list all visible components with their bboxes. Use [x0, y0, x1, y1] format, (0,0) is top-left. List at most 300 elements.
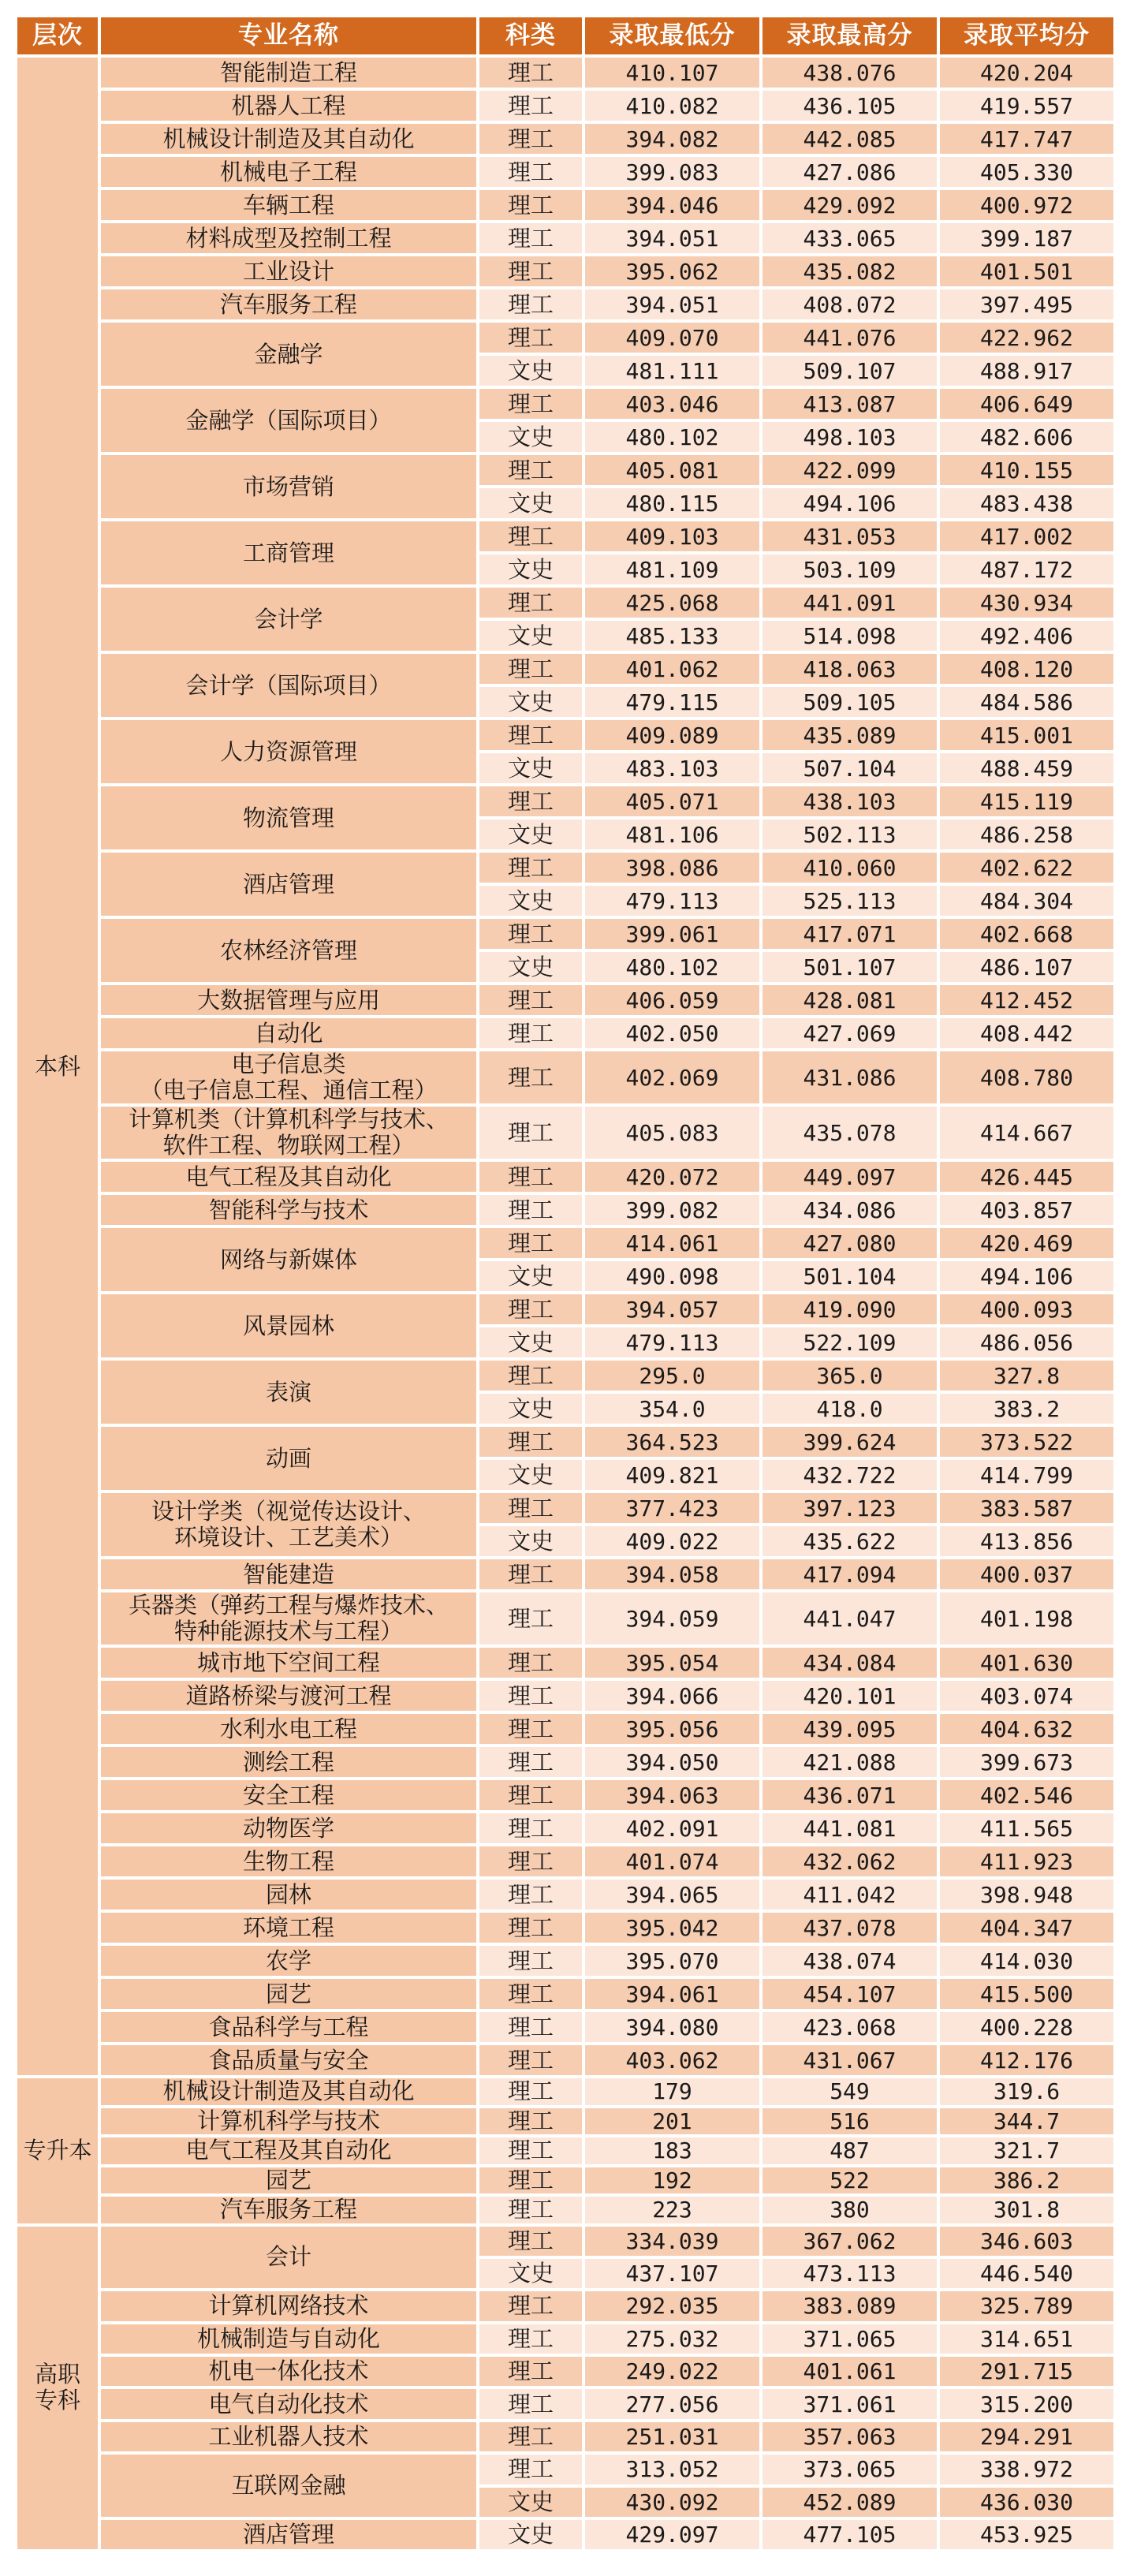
- min-score-cell: 402.091: [584, 1812, 761, 1845]
- avg-score-cell: 397.495: [938, 288, 1115, 321]
- min-score-cell: 192: [584, 2166, 761, 2196]
- table-row: [16, 1226, 1115, 1260]
- min-score-cell: 249.022: [584, 2355, 761, 2387]
- subject-type-cell: 理工: [478, 984, 584, 1017]
- avg-score-cell: 426.445: [938, 1160, 1115, 1193]
- subject-type-cell: 理工: [478, 2421, 584, 2453]
- max-score-cell: 438.103: [761, 785, 938, 818]
- table-row: [16, 321, 1115, 354]
- table-row: [16, 2010, 1115, 2044]
- admission-score-table: [14, 14, 1117, 2552]
- subject-type-cell: 理工: [478, 288, 584, 321]
- min-score-cell: 403.062: [584, 2044, 761, 2077]
- subject-type-cell: 理工: [478, 2077, 584, 2107]
- min-score-cell: 398.086: [584, 851, 761, 884]
- min-score-cell: 183: [584, 2136, 761, 2166]
- major-name-cell: 生物工程: [99, 1845, 478, 1878]
- avg-score-cell: 402.546: [938, 1779, 1115, 1812]
- subject-type-cell: 理工: [478, 1591, 584, 1646]
- min-score-cell: 394.082: [584, 122, 761, 155]
- subject-type-cell: 文史: [478, 619, 584, 652]
- min-score-cell: 405.081: [584, 454, 761, 487]
- avg-score-cell: 294.291: [938, 2421, 1115, 2453]
- max-score-cell: 454.107: [761, 1977, 938, 2010]
- min-score-cell: 409.022: [584, 1525, 761, 1558]
- max-score-cell: 436.071: [761, 1779, 938, 1812]
- min-score-cell: 295.0: [584, 1359, 761, 1392]
- max-score-cell: 494.106: [761, 487, 938, 520]
- subject-type-cell: 理工: [478, 1050, 584, 1105]
- avg-score-cell: 408.780: [938, 1050, 1115, 1105]
- max-score-cell: 441.081: [761, 1812, 938, 1845]
- max-score-cell: 421.088: [761, 1745, 938, 1779]
- table-row: [16, 1944, 1115, 1977]
- max-score-cell: 436.105: [761, 89, 938, 122]
- major-name-cell: 计算机网络技术: [99, 2290, 478, 2322]
- max-score-cell: 419.090: [761, 1293, 938, 1326]
- avg-score-cell: 403.074: [938, 1679, 1115, 1712]
- subject-type-cell: 理工: [478, 1878, 584, 1911]
- min-score-cell: 395.042: [584, 1911, 761, 1944]
- subject-type-cell: 理工: [478, 785, 584, 818]
- avg-score-cell: 422.962: [938, 321, 1115, 354]
- avg-score-cell: 404.347: [938, 1911, 1115, 1944]
- avg-score-cell: 383.587: [938, 1491, 1115, 1525]
- min-score-cell: 394.065: [584, 1878, 761, 1911]
- min-score-cell: 313.052: [584, 2453, 761, 2485]
- max-score-cell: 509.105: [761, 685, 938, 719]
- table-row: [16, 2518, 1115, 2551]
- subject-type-cell: 理工: [478, 89, 584, 122]
- subject-type-cell: 理工: [478, 2453, 584, 2485]
- subject-type-cell: 理工: [478, 2323, 584, 2355]
- min-score-cell: 429.097: [584, 2518, 761, 2551]
- header-level: 层次: [16, 16, 99, 56]
- min-score-cell: 394.046: [584, 189, 761, 222]
- min-score-cell: 399.083: [584, 155, 761, 189]
- max-score-cell: 429.092: [761, 189, 938, 222]
- table-row: [16, 2044, 1115, 2077]
- subject-type-cell: 文史: [478, 685, 584, 719]
- level-cell: 专升本: [16, 2077, 99, 2225]
- avg-score-cell: 486.056: [938, 1326, 1115, 1359]
- min-score-cell: 485.133: [584, 619, 761, 652]
- major-name-cell: 金融学: [99, 321, 478, 387]
- table-row: [16, 454, 1115, 487]
- subject-type-cell: 文史: [478, 1525, 584, 1558]
- table-row: [16, 2323, 1115, 2355]
- table-row: [16, 2387, 1115, 2420]
- avg-score-cell: 486.107: [938, 950, 1115, 984]
- min-score-cell: 399.082: [584, 1193, 761, 1226]
- max-score-cell: 371.061: [761, 2387, 938, 2420]
- max-score-cell: 417.071: [761, 917, 938, 950]
- table-row: [16, 1359, 1115, 1392]
- table-row: [16, 1160, 1115, 1193]
- avg-score-cell: 408.120: [938, 652, 1115, 685]
- table-row: [16, 2107, 1115, 2137]
- table-row: [16, 1712, 1115, 1745]
- major-name-cell: 机械设计制造及其自动化: [99, 122, 478, 155]
- table-row: [16, 1878, 1115, 1911]
- avg-score-cell: 383.2: [938, 1392, 1115, 1425]
- major-name-cell: 大数据管理与应用: [99, 984, 478, 1017]
- max-score-cell: 507.104: [761, 752, 938, 785]
- max-score-cell: 367.062: [761, 2225, 938, 2257]
- table-row: [16, 1293, 1115, 1326]
- table-row: [16, 1977, 1115, 2010]
- min-score-cell: 394.066: [584, 1679, 761, 1712]
- subject-type-cell: 理工: [478, 189, 584, 222]
- avg-score-cell: 412.176: [938, 2044, 1115, 2077]
- subject-type-cell: 理工: [478, 1812, 584, 1845]
- major-name-cell: 汽车服务工程: [99, 2195, 478, 2225]
- max-score-cell: 420.101: [761, 1679, 938, 1712]
- subject-type-cell: 理工: [478, 2044, 584, 2077]
- avg-score-cell: 483.438: [938, 487, 1115, 520]
- table-row: [16, 189, 1115, 222]
- subject-type-cell: 文史: [478, 2257, 584, 2290]
- major-name-cell: 园艺: [99, 1977, 478, 2010]
- major-name-cell: 机械设计制造及其自动化: [99, 2077, 478, 2107]
- avg-score-cell: 400.093: [938, 1293, 1115, 1326]
- subject-type-cell: 理工: [478, 586, 584, 619]
- subject-type-cell: 理工: [478, 2195, 584, 2225]
- min-score-cell: 277.056: [584, 2387, 761, 2420]
- table-row: [16, 1745, 1115, 1779]
- avg-score-cell: 403.857: [938, 1193, 1115, 1226]
- subject-type-cell: 理工: [478, 387, 584, 420]
- avg-score-cell: 436.030: [938, 2486, 1115, 2518]
- subject-type-cell: 理工: [478, 1845, 584, 1878]
- max-score-cell: 501.104: [761, 1260, 938, 1293]
- min-score-cell: 409.070: [584, 321, 761, 354]
- major-name-cell: 汽车服务工程: [99, 288, 478, 321]
- table-row: [16, 785, 1115, 818]
- subject-type-cell: 理工: [478, 1160, 584, 1193]
- subject-type-cell: 理工: [478, 1193, 584, 1226]
- min-score-cell: 223: [584, 2195, 761, 2225]
- major-name-cell: 酒店管理: [99, 2518, 478, 2551]
- major-name-cell: 道路桥梁与渡河工程: [99, 1679, 478, 1712]
- max-score-cell: 514.098: [761, 619, 938, 652]
- avg-score-cell: 346.603: [938, 2225, 1115, 2257]
- subject-type-cell: 文史: [478, 884, 584, 917]
- min-score-cell: 420.072: [584, 1160, 761, 1193]
- major-name-cell: 电气工程及其自动化: [99, 2136, 478, 2166]
- min-score-cell: 394.050: [584, 1745, 761, 1779]
- subject-type-cell: 理工: [478, 2225, 584, 2257]
- major-name-cell: 城市地下空间工程: [99, 1646, 478, 1679]
- subject-type-cell: 理工: [478, 1779, 584, 1812]
- max-score-cell: 365.0: [761, 1359, 938, 1392]
- avg-score-cell: 484.304: [938, 884, 1115, 917]
- min-score-cell: 394.063: [584, 1779, 761, 1812]
- max-score-cell: 357.063: [761, 2421, 938, 2453]
- max-score-cell: 452.089: [761, 2486, 938, 2518]
- min-score-cell: 490.098: [584, 1260, 761, 1293]
- avg-score-cell: 494.106: [938, 1260, 1115, 1293]
- min-score-cell: 401.062: [584, 652, 761, 685]
- major-name-cell: 农林经济管理: [99, 917, 478, 984]
- avg-score-cell: 399.187: [938, 222, 1115, 255]
- avg-score-cell: 325.789: [938, 2290, 1115, 2322]
- avg-score-cell: 487.172: [938, 553, 1115, 586]
- max-score-cell: 418.0: [761, 1392, 938, 1425]
- min-score-cell: 410.107: [584, 56, 761, 89]
- major-name-cell: 自动化: [99, 1017, 478, 1050]
- subject-type-cell: 理工: [478, 1679, 584, 1712]
- min-score-cell: 430.092: [584, 2486, 761, 2518]
- max-score-cell: 434.086: [761, 1193, 938, 1226]
- major-name-cell: 材料成型及控制工程: [99, 222, 478, 255]
- max-score-cell: 439.095: [761, 1712, 938, 1745]
- subject-type-cell: 文史: [478, 2518, 584, 2551]
- avg-score-cell: 417.747: [938, 122, 1115, 155]
- min-score-cell: 292.035: [584, 2290, 761, 2322]
- subject-type-cell: 文史: [478, 1458, 584, 1491]
- header-row: [16, 16, 1115, 56]
- major-name-cell: 计算机类（计算机科学与技术、 软件工程、物联网工程）: [99, 1105, 478, 1160]
- avg-score-cell: 492.406: [938, 619, 1115, 652]
- avg-score-cell: 402.668: [938, 917, 1115, 950]
- min-score-cell: 179: [584, 2077, 761, 2107]
- subject-type-cell: 理工: [478, 652, 584, 685]
- subject-type-cell: 理工: [478, 2387, 584, 2420]
- table-row: [16, 1050, 1115, 1105]
- major-name-cell: 智能建造: [99, 1558, 478, 1591]
- min-score-cell: 405.071: [584, 785, 761, 818]
- subject-type-cell: 文史: [478, 1392, 584, 1425]
- table-row: [16, 1017, 1115, 1050]
- subject-type-cell: 文史: [478, 553, 584, 586]
- min-score-cell: 479.113: [584, 1326, 761, 1359]
- min-score-cell: 394.057: [584, 1293, 761, 1326]
- major-name-cell: 酒店管理: [99, 851, 478, 917]
- avg-score-cell: 398.948: [938, 1878, 1115, 1911]
- subject-type-cell: 理工: [478, 1712, 584, 1745]
- major-name-cell: 安全工程: [99, 1779, 478, 1812]
- max-score-cell: 435.089: [761, 719, 938, 752]
- avg-score-cell: 401.630: [938, 1646, 1115, 1679]
- major-name-cell: 机械制造与自动化: [99, 2323, 478, 2355]
- avg-score-cell: 453.925: [938, 2518, 1115, 2551]
- table-row: [16, 2290, 1115, 2322]
- min-score-cell: 377.423: [584, 1491, 761, 1525]
- subject-type-cell: 理工: [478, 2136, 584, 2166]
- major-name-cell: 互联网金融: [99, 2453, 478, 2518]
- max-score-cell: 411.042: [761, 1878, 938, 1911]
- table-row: [16, 719, 1115, 752]
- avg-score-cell: 484.586: [938, 685, 1115, 719]
- min-score-cell: 401.074: [584, 1845, 761, 1878]
- major-name-cell: 智能科学与技术: [99, 1193, 478, 1226]
- avg-score-cell: 482.606: [938, 420, 1115, 454]
- max-score-cell: 435.078: [761, 1105, 938, 1160]
- level-cell: 本科: [16, 56, 99, 2077]
- major-name-cell: 机械电子工程: [99, 155, 478, 189]
- subject-type-cell: 理工: [478, 1491, 584, 1525]
- major-name-cell: 车辆工程: [99, 189, 478, 222]
- header-max-score: 录取最高分: [761, 16, 938, 56]
- avg-score-cell: 414.667: [938, 1105, 1115, 1160]
- max-score-cell: 522.109: [761, 1326, 938, 1359]
- max-score-cell: 433.065: [761, 222, 938, 255]
- min-score-cell: 406.059: [584, 984, 761, 1017]
- max-score-cell: 432.062: [761, 1845, 938, 1878]
- avg-score-cell: 413.856: [938, 1525, 1115, 1558]
- subject-type-cell: 理工: [478, 2107, 584, 2137]
- min-score-cell: 399.061: [584, 917, 761, 950]
- avg-score-cell: 401.198: [938, 1591, 1115, 1646]
- max-score-cell: 509.107: [761, 354, 938, 387]
- major-name-cell: 动画: [99, 1425, 478, 1491]
- min-score-cell: 410.082: [584, 89, 761, 122]
- subject-type-cell: 理工: [478, 1359, 584, 1392]
- avg-score-cell: 327.8: [938, 1359, 1115, 1392]
- avg-score-cell: 405.330: [938, 155, 1115, 189]
- level-cell: 高职 专科: [16, 2225, 99, 2552]
- min-score-cell: 394.061: [584, 1977, 761, 2010]
- max-score-cell: 431.053: [761, 520, 938, 553]
- subject-type-cell: 理工: [478, 1558, 584, 1591]
- subject-type-cell: 理工: [478, 2166, 584, 2196]
- min-score-cell: 437.107: [584, 2257, 761, 2290]
- major-name-cell: 电气工程及其自动化: [99, 1160, 478, 1193]
- max-score-cell: 442.085: [761, 122, 938, 155]
- table-row: [16, 1105, 1115, 1160]
- avg-score-cell: 415.119: [938, 785, 1115, 818]
- header-avg-score: 录取平均分: [938, 16, 1115, 56]
- subject-type-cell: 理工: [478, 56, 584, 89]
- header-subject-type: 科类: [478, 16, 584, 56]
- subject-type-cell: 理工: [478, 2290, 584, 2322]
- avg-score-cell: 301.8: [938, 2195, 1115, 2225]
- min-score-cell: 394.051: [584, 222, 761, 255]
- max-score-cell: 441.076: [761, 321, 938, 354]
- max-score-cell: 503.109: [761, 553, 938, 586]
- major-name-cell: 工商管理: [99, 520, 478, 586]
- avg-score-cell: 488.917: [938, 354, 1115, 387]
- table-row: [16, 520, 1115, 553]
- major-name-cell: 会计学（国际项目）: [99, 652, 478, 719]
- major-name-cell: 智能制造工程: [99, 56, 478, 89]
- avg-score-cell: 400.972: [938, 189, 1115, 222]
- max-score-cell: 373.065: [761, 2453, 938, 2485]
- major-name-cell: 电子信息类 （电子信息工程、通信工程）: [99, 1050, 478, 1105]
- min-score-cell: 251.031: [584, 2421, 761, 2453]
- min-score-cell: 394.051: [584, 288, 761, 321]
- subject-type-cell: 理工: [478, 1105, 584, 1160]
- subject-type-cell: 理工: [478, 1646, 584, 1679]
- avg-score-cell: 488.459: [938, 752, 1115, 785]
- min-score-cell: 479.113: [584, 884, 761, 917]
- avg-score-cell: 404.632: [938, 1712, 1115, 1745]
- avg-score-cell: 414.030: [938, 1944, 1115, 1977]
- table-row: [16, 2077, 1115, 2107]
- table-row: [16, 387, 1115, 420]
- table-row: [16, 851, 1115, 884]
- table-body: [16, 56, 1115, 2551]
- max-score-cell: 427.086: [761, 155, 938, 189]
- subject-type-cell: 理工: [478, 917, 584, 950]
- table-row: [16, 288, 1115, 321]
- major-name-cell: 表演: [99, 1359, 478, 1425]
- min-score-cell: 275.032: [584, 2323, 761, 2355]
- max-score-cell: 441.047: [761, 1591, 938, 1646]
- major-name-cell: 工业设计: [99, 255, 478, 288]
- subject-type-cell: 理工: [478, 222, 584, 255]
- table-row: [16, 652, 1115, 685]
- min-score-cell: 483.103: [584, 752, 761, 785]
- table-row: [16, 155, 1115, 189]
- max-score-cell: 427.069: [761, 1017, 938, 1050]
- major-name-cell: 机器人工程: [99, 89, 478, 122]
- max-score-cell: 502.113: [761, 818, 938, 851]
- subject-type-cell: 理工: [478, 1017, 584, 1050]
- avg-score-cell: 402.622: [938, 851, 1115, 884]
- avg-score-cell: 415.001: [938, 719, 1115, 752]
- header-major-name: 专业名称: [99, 16, 478, 56]
- min-score-cell: 480.102: [584, 950, 761, 984]
- major-name-cell: 测绘工程: [99, 1745, 478, 1779]
- min-score-cell: 481.111: [584, 354, 761, 387]
- subject-type-cell: 理工: [478, 719, 584, 752]
- subject-type-cell: 理工: [478, 1425, 584, 1458]
- min-score-cell: 402.069: [584, 1050, 761, 1105]
- avg-score-cell: 410.155: [938, 454, 1115, 487]
- avg-score-cell: 291.715: [938, 2355, 1115, 2387]
- header-min-score: 录取最低分: [584, 16, 761, 56]
- avg-score-cell: 344.7: [938, 2107, 1115, 2137]
- major-name-cell: 食品科学与工程: [99, 2010, 478, 2044]
- max-score-cell: 501.107: [761, 950, 938, 984]
- table-row: [16, 1425, 1115, 1458]
- table-row: [16, 1911, 1115, 1944]
- max-score-cell: 431.086: [761, 1050, 938, 1105]
- major-name-cell: 园林: [99, 1878, 478, 1911]
- min-score-cell: 480.115: [584, 487, 761, 520]
- avg-score-cell: 411.565: [938, 1812, 1115, 1845]
- table-row: [16, 2421, 1115, 2453]
- avg-score-cell: 414.799: [938, 1458, 1115, 1491]
- avg-score-cell: 420.469: [938, 1226, 1115, 1260]
- max-score-cell: 487: [761, 2136, 938, 2166]
- major-name-cell: 兵器类（弹药工程与爆炸技术、 特种能源技术与工程）: [99, 1591, 478, 1646]
- max-score-cell: 435.082: [761, 255, 938, 288]
- avg-score-cell: 430.934: [938, 586, 1115, 619]
- subject-type-cell: 理工: [478, 2010, 584, 2044]
- max-score-cell: 423.068: [761, 2010, 938, 2044]
- max-score-cell: 380: [761, 2195, 938, 2225]
- max-score-cell: 417.094: [761, 1558, 938, 1591]
- table-row: [16, 89, 1115, 122]
- min-score-cell: 394.059: [584, 1591, 761, 1646]
- min-score-cell: 364.523: [584, 1425, 761, 1458]
- avg-score-cell: 373.522: [938, 1425, 1115, 1458]
- major-name-cell: 电气自动化技术: [99, 2387, 478, 2420]
- min-score-cell: 334.039: [584, 2225, 761, 2257]
- min-score-cell: 481.106: [584, 818, 761, 851]
- avg-score-cell: 415.500: [938, 1977, 1115, 2010]
- max-score-cell: 525.113: [761, 884, 938, 917]
- major-name-cell: 设计学类（视觉传达设计、 环境设计、工艺美术）: [99, 1491, 478, 1558]
- table-row: [16, 1845, 1115, 1878]
- max-score-cell: 477.105: [761, 2518, 938, 2551]
- avg-score-cell: 406.649: [938, 387, 1115, 420]
- max-score-cell: 427.080: [761, 1226, 938, 1260]
- major-name-cell: 水利水电工程: [99, 1712, 478, 1745]
